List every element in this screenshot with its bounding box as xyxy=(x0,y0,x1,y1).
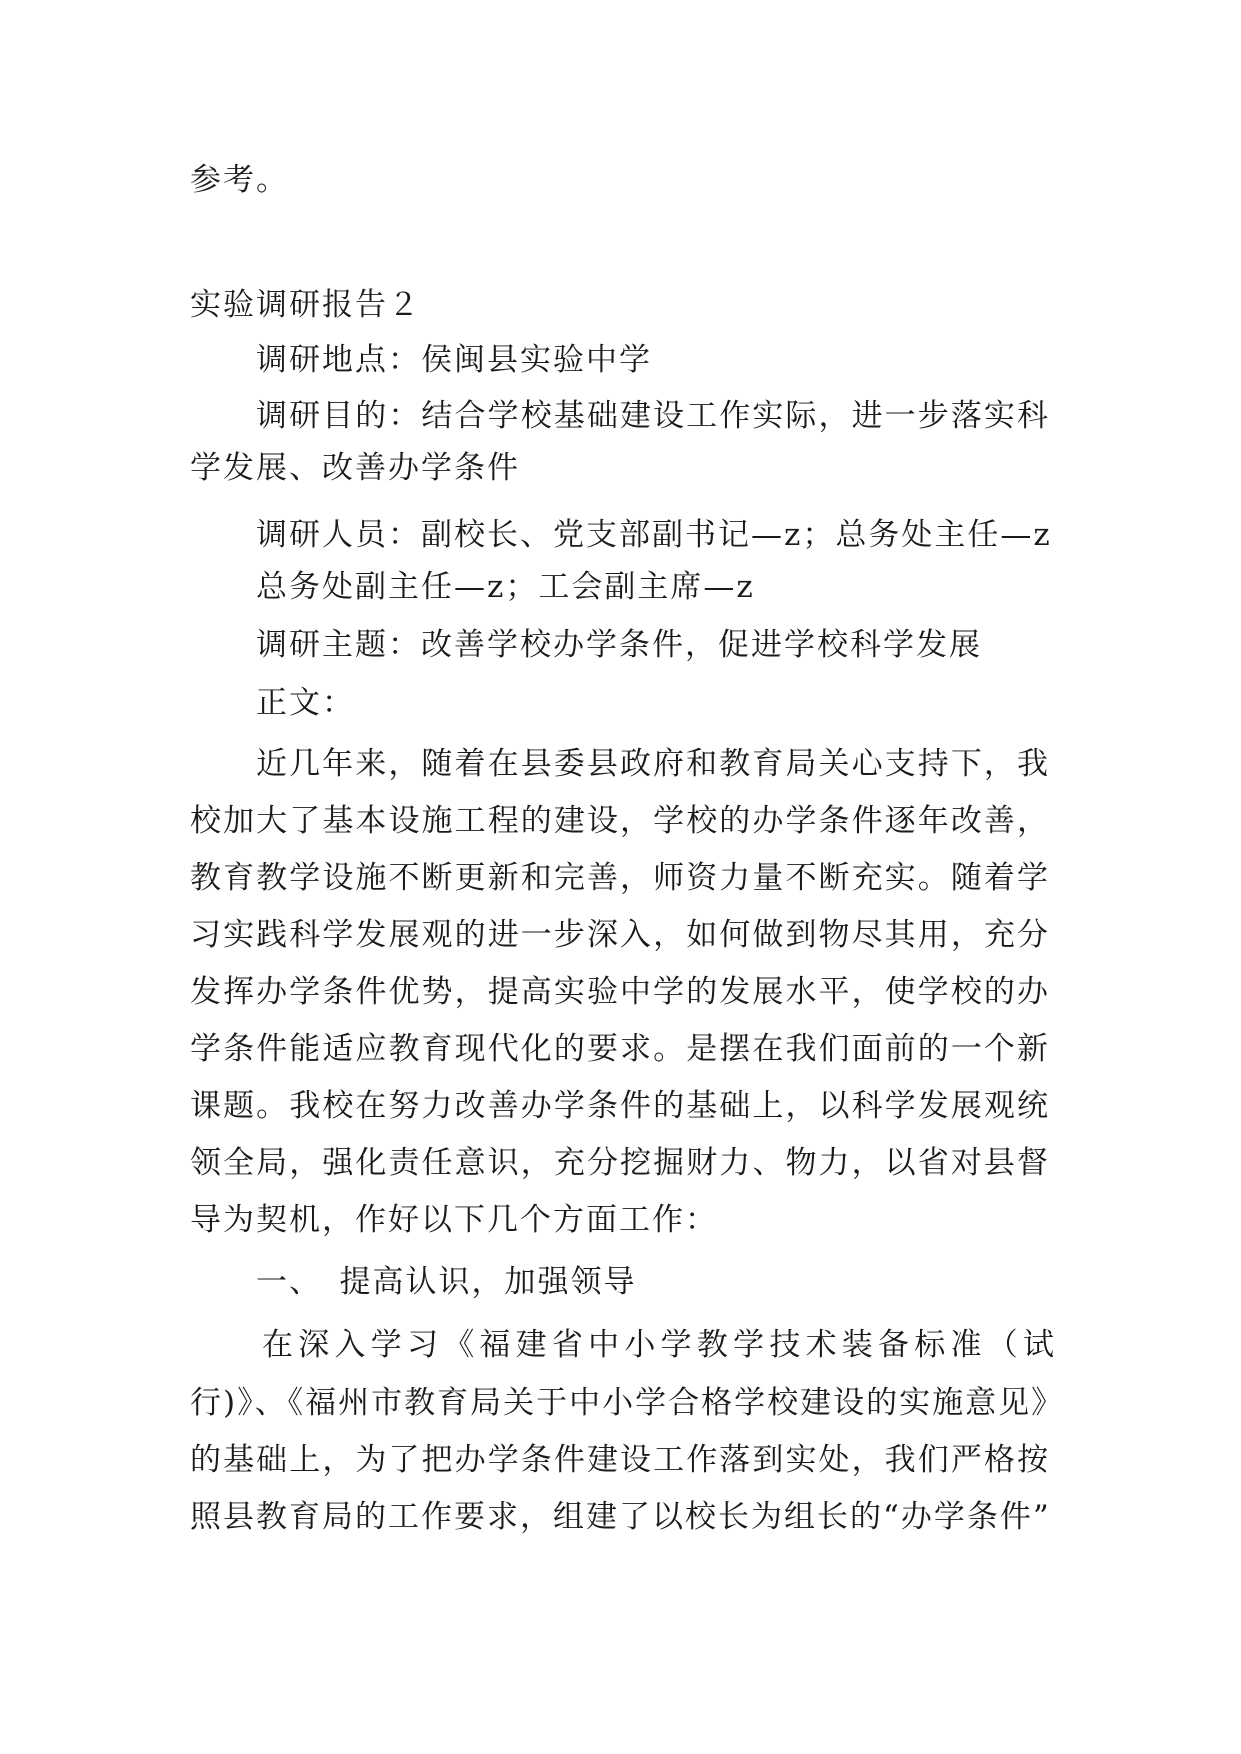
text-line: 调研主题：改善学校办学条件，促进学校科学发展 xyxy=(256,627,982,663)
text-line: 课题。我校在努力改善办学条件的基础上，以科学发展观统 xyxy=(190,1088,1050,1124)
text-line: 教育教学设施不断更新和完善，师资力量不断充实。随着学 xyxy=(190,860,1050,896)
text-line: 调研人员：副校长、党支部副书记—z；总务处主任—z xyxy=(256,517,1052,553)
section-heading: 实验调研报告２ xyxy=(190,287,421,323)
text-line: 行)》、《福州市教育局关于中小学合格学校建设的实施意见》 xyxy=(190,1385,1065,1421)
text-line: 调研地点：侯闽县实验中学 xyxy=(256,342,652,378)
text-line: 发挥办学条件优势，提高实验中学的发展水平，使学校的办 xyxy=(190,974,1050,1010)
text-line: 校加大了基本设施工程的建设，学校的办学条件逐年改善， xyxy=(190,803,1050,839)
text-line: 照县教育局的工作要求，组建了以校长为组长的“办学条件” xyxy=(190,1499,1051,1535)
text-line: 总务处副主任—z；工会副主席—z xyxy=(256,569,755,605)
text-line: 在深入学习《福建省中小学教学技术装备标准（试 xyxy=(262,1327,1056,1363)
text-line: 正文： xyxy=(256,685,355,721)
subsection-heading: 一、 提高认识，加强领导 xyxy=(256,1264,637,1300)
text-line: 领全局，强化责任意识，充分挖掘财力、物力，以省对县督 xyxy=(190,1145,1050,1181)
text-line: 学条件能适应教育现代化的要求。是摆在我们面前的一个新 xyxy=(190,1031,1050,1067)
text-line: 学发展、改善办学条件 xyxy=(190,450,520,486)
text-line: 调研目的：结合学校基础建设工作实际，进一步落实科 xyxy=(256,398,1050,434)
text-line: 导为契机，作好以下几个方面工作： xyxy=(190,1202,718,1238)
text-line: 习实践科学发展观的进一步深入，如何做到物尽其用，充分 xyxy=(190,917,1050,953)
text-line: 近几年来，随着在县委县政府和教育局关心支持下，我 xyxy=(256,746,1050,782)
text-line: 参考。 xyxy=(190,162,289,198)
text-line: 的基础上，为了把办学条件建设工作落到实处，我们严格按 xyxy=(190,1442,1050,1478)
